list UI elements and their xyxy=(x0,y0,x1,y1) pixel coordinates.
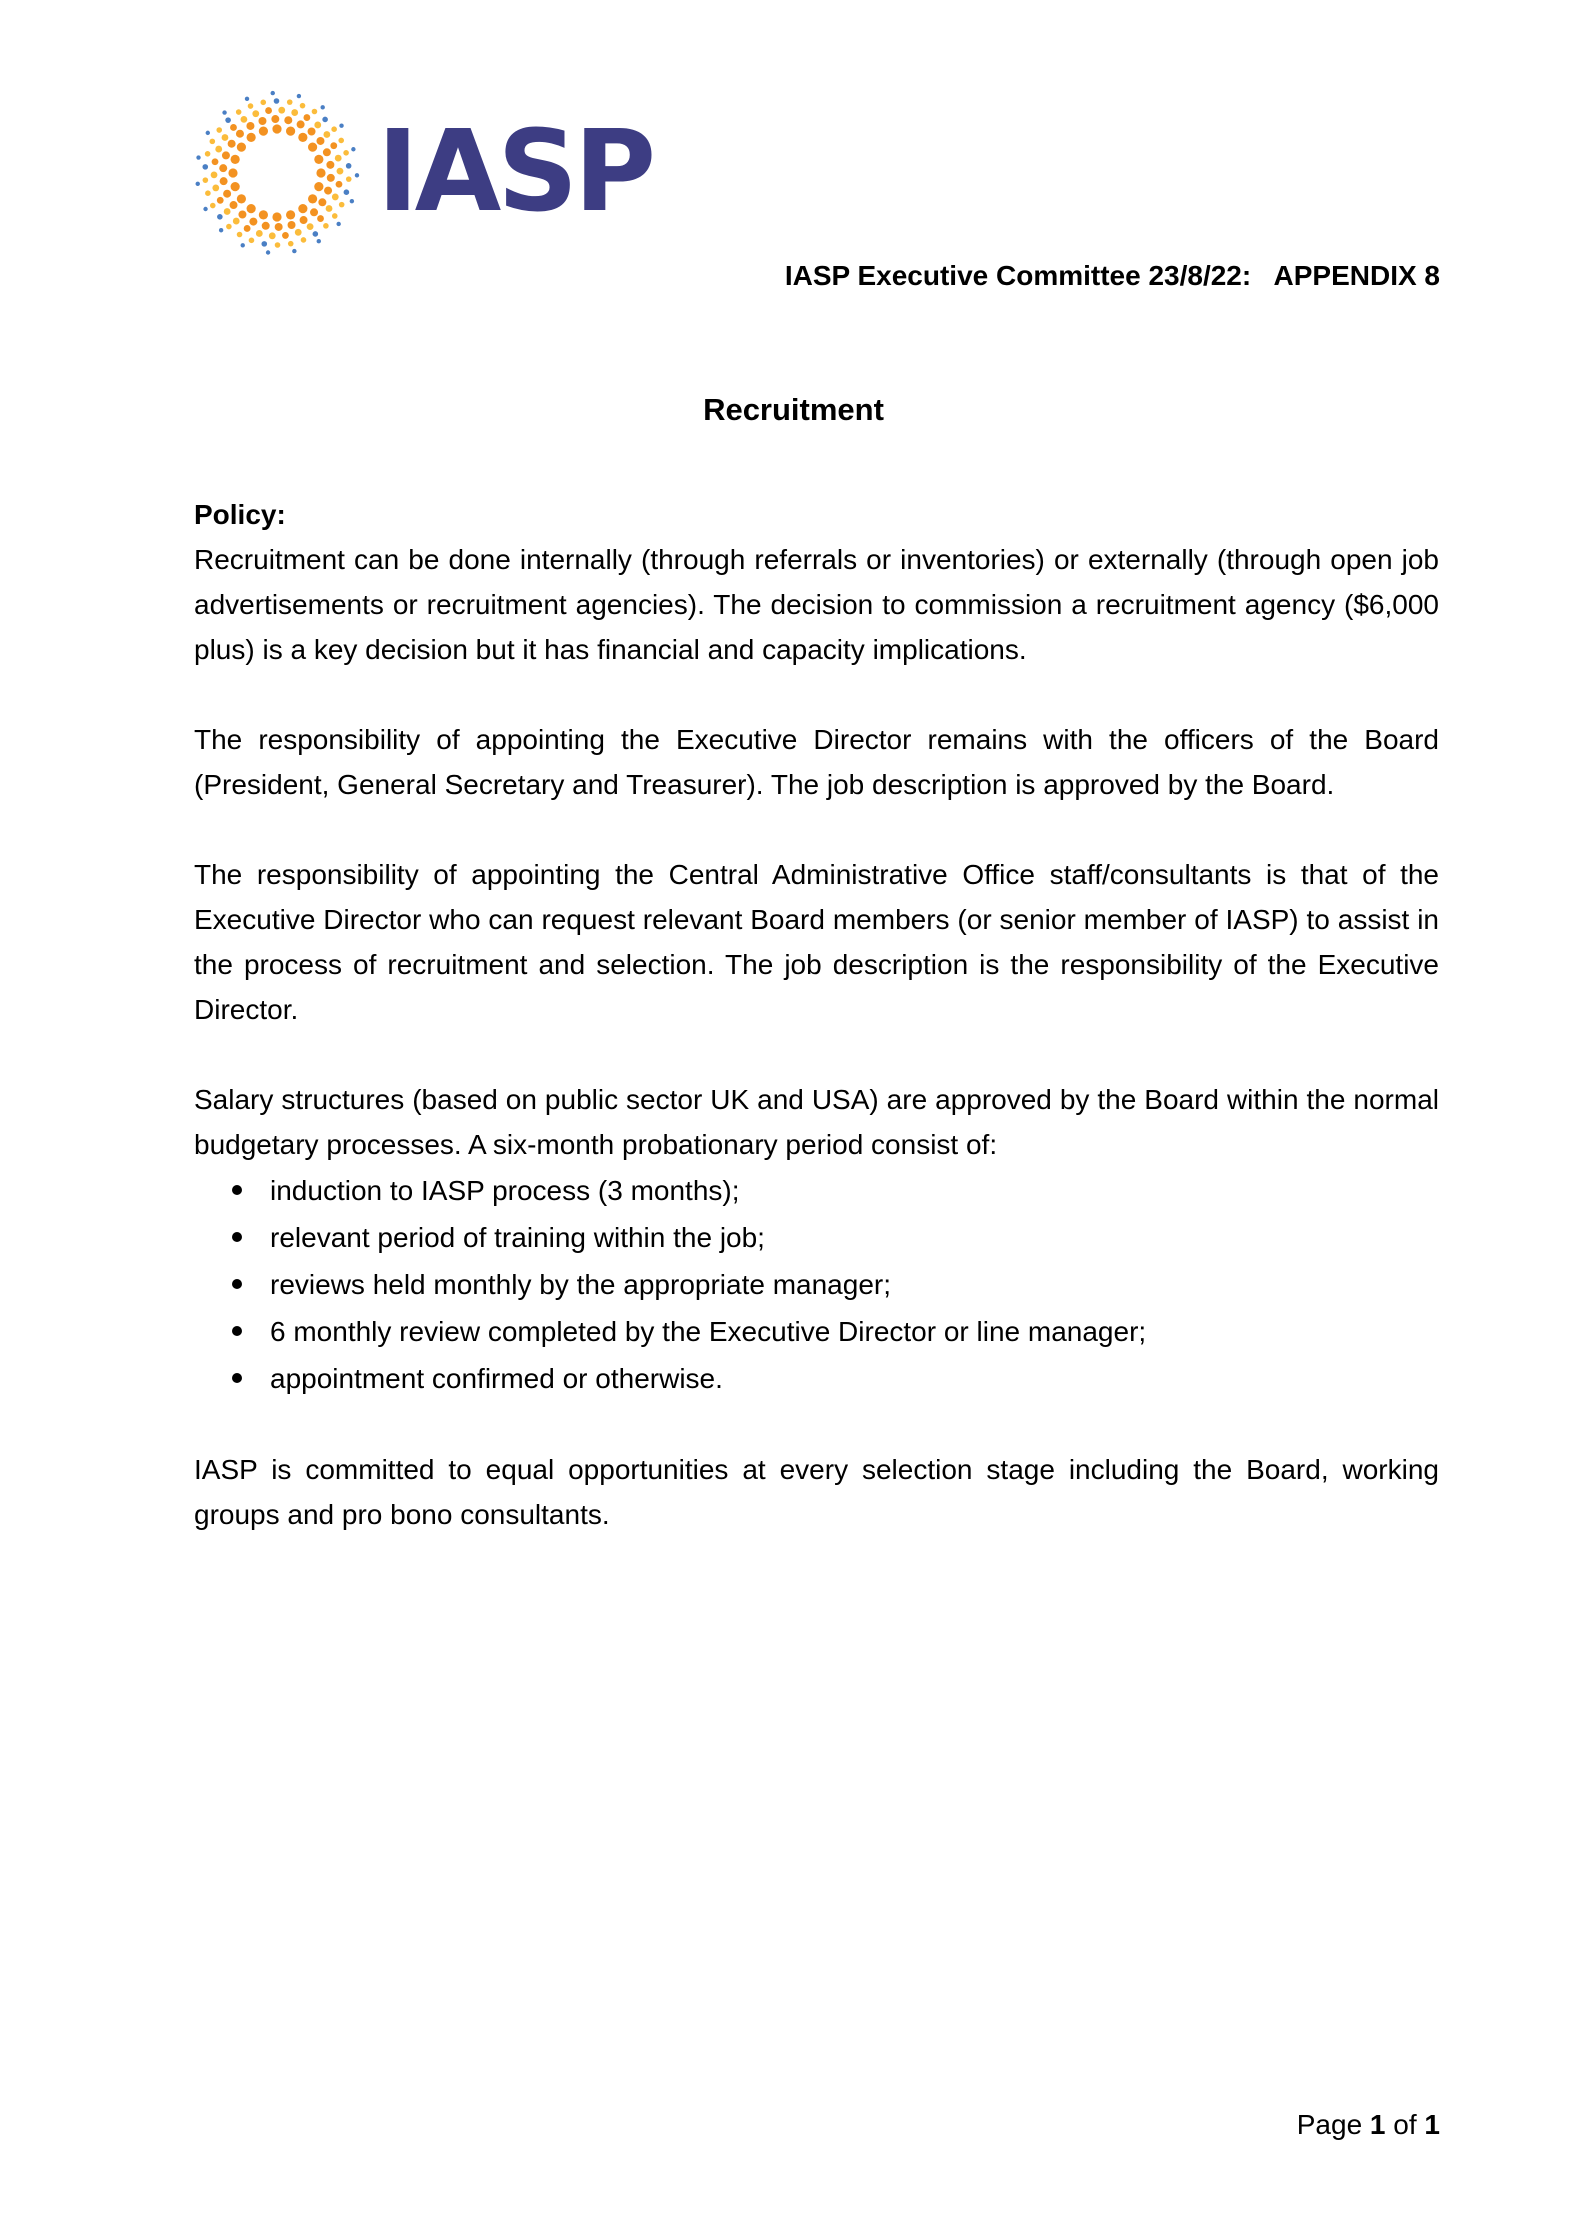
logo-dot xyxy=(291,109,298,116)
logo-dot xyxy=(248,103,254,109)
logo-dot xyxy=(212,185,219,192)
logo-dot xyxy=(247,204,256,213)
logo-dot xyxy=(265,107,272,114)
bullet-icon xyxy=(232,1373,242,1383)
logo-dot xyxy=(307,223,314,230)
logo-dot xyxy=(317,215,324,222)
page-total: 1 xyxy=(1424,2109,1440,2140)
logo-dot xyxy=(272,124,281,133)
list-item xyxy=(194,1167,1439,1214)
logo-dot xyxy=(316,137,324,145)
logo-dot xyxy=(298,204,307,213)
bullet-icon xyxy=(232,1185,242,1195)
logo-dot xyxy=(321,105,325,109)
page-prefix: Page xyxy=(1296,2109,1370,2140)
logo-dot xyxy=(230,201,238,209)
bullet-icon xyxy=(232,1232,242,1242)
logo-dot xyxy=(336,222,340,226)
logo-dot xyxy=(231,182,240,191)
logo-dot xyxy=(205,151,211,157)
logo-dot xyxy=(303,114,310,121)
logo-dot xyxy=(317,239,321,243)
logo-dot xyxy=(331,126,337,132)
logo-dot xyxy=(336,181,343,188)
logo-dot xyxy=(237,232,243,238)
logo-dot xyxy=(252,110,259,117)
logo-dot xyxy=(313,231,319,237)
page-of: of xyxy=(1385,2109,1425,2140)
logo-dot xyxy=(298,133,307,142)
logo-dot xyxy=(346,176,352,182)
logo-dot xyxy=(300,216,308,224)
logo-dot xyxy=(205,190,211,196)
logo-dot xyxy=(344,189,350,195)
logo-dot xyxy=(241,243,245,247)
paragraph-recruitment-methods: Recruitment can be done internally (through referrals or inventories) or externally (through open job advertisements or recruitment agencies). The decision to commission a recruitment agency ($6,000 plus) is a key decision but it has financial and capacity implications. xyxy=(194,544,1439,665)
logo-dot xyxy=(350,199,354,203)
logo-dot xyxy=(287,99,293,105)
logo-dot xyxy=(260,100,266,106)
logo-dot xyxy=(219,228,223,232)
logo-dot xyxy=(295,229,302,236)
logo-dot xyxy=(286,210,295,219)
logo-dot xyxy=(297,120,305,128)
document-body xyxy=(194,492,1439,1582)
list-item xyxy=(194,1261,1439,1308)
logo-dot xyxy=(236,109,242,115)
logo-wordmark: IASP xyxy=(377,107,653,237)
logo-dot xyxy=(343,150,349,156)
logo-dot xyxy=(228,168,237,177)
logo-dot xyxy=(355,173,359,177)
logo-dot xyxy=(308,128,316,136)
probation-list xyxy=(194,1167,1439,1402)
logo-dot xyxy=(238,211,246,219)
logo-dot xyxy=(338,138,344,144)
logo-dot xyxy=(222,151,230,159)
logo-dot xyxy=(271,115,279,123)
logo-dot xyxy=(284,116,292,124)
logo-dot xyxy=(332,194,339,201)
logo-dot xyxy=(327,174,335,182)
paragraph-executive-director: The responsibility of appointing the Executive Director remains with the officers of the Board (President, General Secretary and Treasurer). The job description is approved by the Board. xyxy=(194,724,1439,800)
page-title xyxy=(0,390,1587,430)
page-number xyxy=(1297,2105,1440,2145)
logo-dot xyxy=(339,124,343,128)
list-item-text: reviews held monthly by the appropriate manager; xyxy=(270,1269,892,1300)
logo-dot xyxy=(247,133,256,142)
list-item xyxy=(194,1355,1439,1402)
logo-dot xyxy=(259,210,268,219)
logo-dot xyxy=(297,94,301,98)
logo-dot xyxy=(202,164,208,170)
logo-dot xyxy=(323,223,329,229)
policy-heading: Policy: xyxy=(194,499,286,530)
logo-dot xyxy=(351,147,355,151)
logo-dot xyxy=(261,241,267,247)
logo-dot xyxy=(323,131,330,138)
logo-dot xyxy=(274,98,280,104)
logo-dot xyxy=(210,139,216,145)
logo-dot xyxy=(211,171,218,178)
logo-dot xyxy=(233,218,240,225)
logo-dot xyxy=(308,143,317,152)
logo-dot xyxy=(212,158,219,165)
paragraph-salary: Salary structures (based on public sector UK and USA) are approved by the Board within the normal budgetary processes. A six-month probationary period consist of: xyxy=(194,1084,1439,1160)
logo-dot xyxy=(282,232,289,239)
logo-dot xyxy=(249,238,255,244)
logo-dot xyxy=(312,109,318,115)
logo-dot xyxy=(206,131,210,135)
sunburst-dots-logo-icon xyxy=(192,88,362,258)
page-current: 1 xyxy=(1369,2109,1386,2140)
logo-dot xyxy=(236,130,244,138)
logo-dot xyxy=(203,177,209,183)
logo-dot xyxy=(318,198,326,206)
logo-dot xyxy=(339,202,345,208)
logo-dot xyxy=(196,182,200,186)
logo-dot xyxy=(323,148,331,156)
list-item-text: 6 monthly review completed by the Executive Director or line manager; xyxy=(270,1316,1147,1347)
logo-dot xyxy=(278,107,285,114)
logo-dot xyxy=(324,187,332,195)
logo-dot xyxy=(330,142,337,149)
logo-dot xyxy=(301,237,307,243)
logo-dot xyxy=(275,242,281,248)
logo-dot xyxy=(222,110,226,114)
logo-dot xyxy=(286,127,295,136)
logo-dot xyxy=(322,117,328,123)
logo-dot xyxy=(217,214,223,220)
logo-dot xyxy=(337,168,344,175)
logo-dot xyxy=(316,168,325,177)
logo-dot xyxy=(216,127,222,133)
logo-dot xyxy=(220,177,228,185)
logo-dot xyxy=(230,124,237,131)
logo-dot xyxy=(210,203,216,209)
list-item-text: relevant period of training within the job; xyxy=(270,1222,765,1253)
logo-dot xyxy=(223,190,231,198)
logo-dot xyxy=(300,103,306,109)
logo-dot xyxy=(226,224,232,230)
logo-dot xyxy=(326,205,333,212)
logo-dot xyxy=(314,122,321,129)
paragraph-office-staff: The responsibility of appointing the Central Administrative Office staff/consultants is that of the Executive Director who can request relevant Board members (or senior member of IASP) to assist in the process of recruitment and selection. The job description is the responsibility of the Executive Director. xyxy=(194,859,1439,1025)
iasp-logo xyxy=(192,88,653,258)
logo-dot xyxy=(275,223,283,231)
logo-dot xyxy=(271,91,275,95)
list-item xyxy=(194,1214,1439,1261)
logo-dot xyxy=(346,163,352,169)
logo-dot xyxy=(196,155,200,159)
logo-dot xyxy=(332,213,338,219)
logo-dot xyxy=(266,250,270,254)
bullet-icon xyxy=(232,1279,242,1289)
logo-dot xyxy=(288,241,294,247)
committee-header: IASP Executive Committee 23/8/22: APPENDIX 8 xyxy=(784,260,1440,291)
logo-dot xyxy=(314,182,323,191)
logo-dot xyxy=(237,194,246,203)
logo-dot xyxy=(335,155,342,162)
logo-dot xyxy=(228,140,236,148)
logo-dot xyxy=(222,134,229,141)
logo-dot xyxy=(241,116,248,123)
logo-dot xyxy=(292,249,296,253)
logo-dot xyxy=(314,155,323,164)
logo-dot xyxy=(225,117,231,123)
logo-dot xyxy=(272,212,281,221)
logo-dot xyxy=(217,197,224,204)
logo-dot xyxy=(326,161,334,169)
logo-dot xyxy=(215,146,222,153)
logo-dot xyxy=(256,230,263,237)
logo-dot xyxy=(258,117,266,125)
bullet-icon xyxy=(232,1326,242,1336)
logo-dot xyxy=(245,97,249,101)
logo-dot xyxy=(310,208,318,216)
logo-dot xyxy=(259,127,268,136)
list-item-text: induction to IASP process (3 months); xyxy=(270,1175,740,1206)
list-item-text: appointment confirmed or otherwise. xyxy=(270,1363,723,1394)
logo-dot xyxy=(262,222,270,230)
page-title-text: Recruitment xyxy=(703,392,884,427)
logo-dot xyxy=(308,194,317,203)
logo-dot xyxy=(288,221,296,229)
logo-dot xyxy=(219,164,227,172)
logo-dot xyxy=(244,225,251,232)
logo-dot xyxy=(224,208,231,215)
logo-dot xyxy=(249,218,257,226)
logo-dot xyxy=(269,232,276,239)
logo-dot xyxy=(203,207,207,211)
logo-dot xyxy=(231,155,240,164)
paragraph-equal-opportunities: IASP is committed to equal opportunities at every selection stage including the Board, working groups and pro bono consultants. xyxy=(194,1454,1439,1530)
logo-dot xyxy=(237,143,246,152)
list-item xyxy=(194,1308,1439,1355)
logo-dot xyxy=(246,122,254,130)
